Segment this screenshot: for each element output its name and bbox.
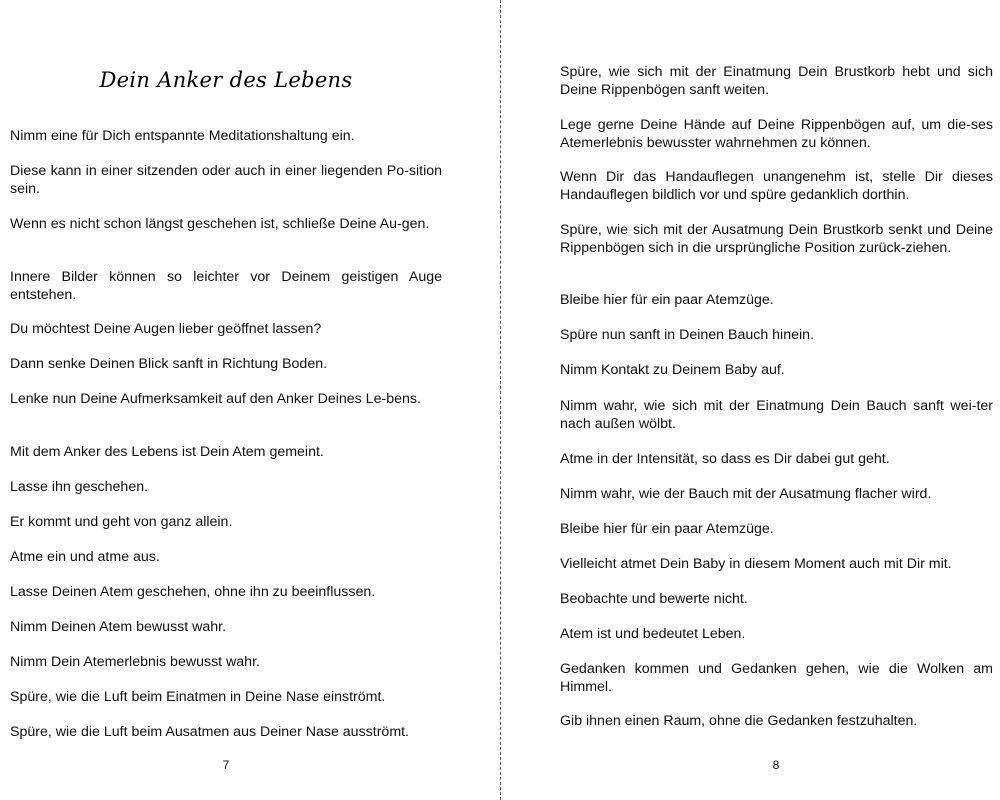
paragraph: Diese kann in einer sitzenden oder auch in einer liegenden Po-sition sein.: [10, 163, 442, 197]
paragraph: Er kommt und geht von ganz allein.: [10, 514, 233, 530]
paragraph: Lasse Deinen Atem geschehen, ohne ihn zu beeinflussen.: [10, 584, 376, 600]
paragraph: Gedanken kommen und Gedanken gehen, wie die Wolken am Himmel.: [560, 661, 993, 695]
chapter-title: Dein Anker des Lebens: [99, 68, 353, 92]
paragraph: Lenke nun Deine Aufmerksamkeit auf den Anker Deines Le-bens.: [10, 391, 421, 407]
paragraph: Nimm wahr, wie der Bauch mit der Ausatmung flacher wird.: [560, 486, 932, 502]
page-number: 7: [222, 758, 230, 772]
right-page: [501, 0, 1000, 800]
paragraph: Bleibe hier für ein paar Atemzüge.: [560, 292, 774, 308]
paragraph: Mit dem Anker des Lebens ist Dein Atem gemeint.: [10, 444, 324, 460]
paragraph: Bleibe hier für ein paar Atemzüge.: [560, 521, 774, 537]
paragraph: Lege gerne Deine Hände auf Deine Rippenbögen auf, um die-ses Atemerlebnis bewusster wahrnehmen zu können.: [560, 117, 993, 151]
paragraph: Spüre nun sanft in Deinen Bauch hinein.: [560, 327, 814, 343]
paragraph: Atme in der Intensität, so dass es Dir dabei gut geht.: [560, 451, 890, 467]
paragraph: Beobachte und bewerte nicht.: [560, 591, 748, 607]
paragraph: Wenn Dir das Handauflegen unangenehm ist, stelle Dir dieses Handauflegen bildlich vor und spüre gedanklich dorthin.: [560, 169, 993, 203]
paragraph: Atem ist und bedeutet Leben.: [560, 626, 746, 642]
paragraph: Nimm wahr, wie sich mit der Einatmung Dein Bauch sanft wei-ter nach außen wölbt.: [560, 398, 993, 432]
paragraph: Spüre, wie sich mit der Ausatmung Dein Brustkorb senkt und Deine Rippenbögen sich in die ursprüngliche Position zurück-ziehen.: [560, 222, 993, 256]
paragraph: Spüre, wie die Luft beim Einatmen in Deine Nase einströmt.: [10, 689, 386, 705]
paragraph: Nimm eine für Dich entspannte Meditationshaltung ein.: [10, 128, 355, 144]
paragraph: Vielleicht atmet Dein Baby in diesem Moment auch mit Dir mit.: [560, 556, 952, 572]
paragraph: Nimm Deinen Atem bewusst wahr.: [10, 619, 227, 635]
paragraph: Du möchtest Deine Augen lieber geöffnet lassen?: [10, 321, 322, 337]
paragraph: Spüre, wie sich mit der Einatmung Dein Brustkorb hebt und sich Deine Rippenbögen sanft weiten.: [560, 64, 993, 98]
paragraph: Wenn es nicht schon längst geschehen ist, schließe Deine Au-gen.: [10, 216, 430, 232]
page-number: 8: [772, 758, 780, 772]
paragraph: Spüre, wie die Luft beim Ausatmen aus Deiner Nase ausströmt.: [10, 724, 410, 740]
paragraph: Nimm Dein Atemerlebnis bewusst wahr.: [10, 654, 260, 670]
paragraph: Atme ein und atme aus.: [10, 549, 160, 565]
paragraph: Lasse ihn geschehen.: [10, 479, 149, 495]
paragraph: Dann senke Deinen Blick sanft in Richtung Boden.: [10, 356, 328, 372]
paragraph: Nimm Kontakt zu Deinem Baby auf.: [560, 362, 785, 378]
paragraph: Gib ihnen einen Raum, ohne die Gedanken festzuhalten.: [560, 713, 918, 729]
paragraph: Innere Bilder können so leichter vor Deinem geistigen Auge entstehen.: [10, 269, 442, 303]
